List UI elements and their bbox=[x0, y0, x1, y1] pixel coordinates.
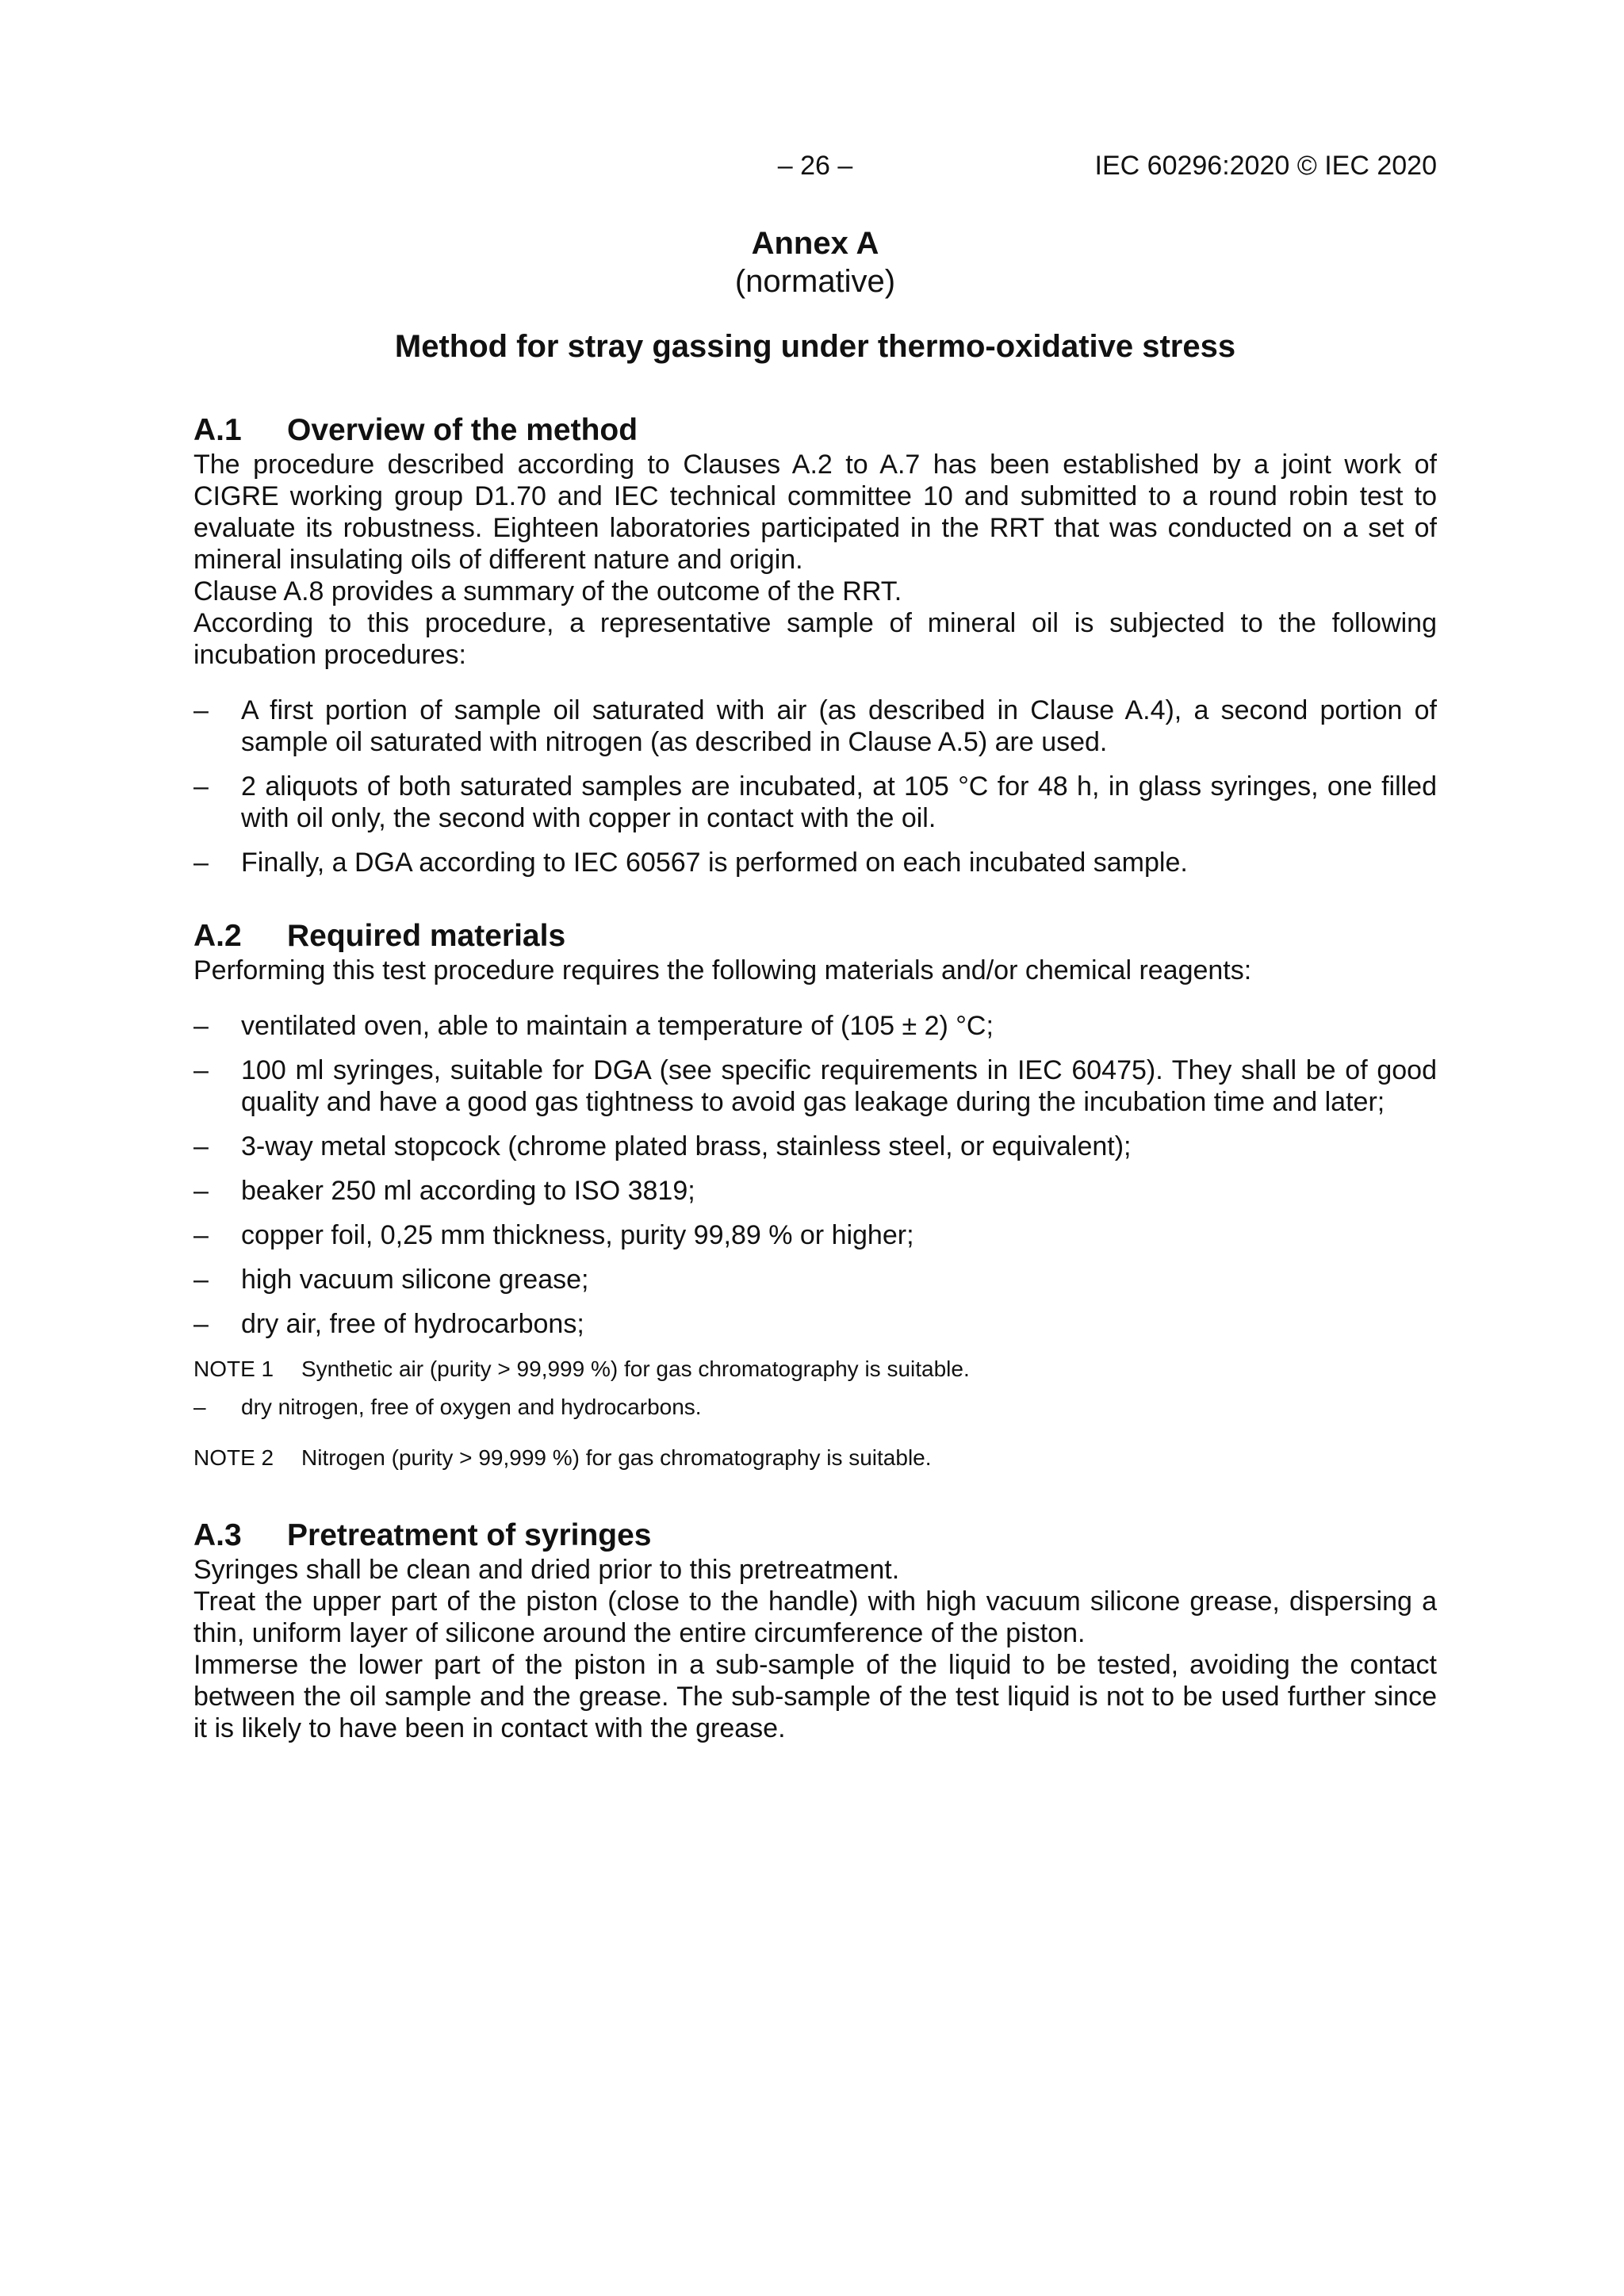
list-item bbox=[193, 1010, 1437, 1042]
list-item-text: 3-way metal stopcock (chrome plated brass, stainless steel, or equivalent); bbox=[241, 1131, 1132, 1161]
dash-list bbox=[193, 1010, 1437, 1340]
list-item bbox=[193, 847, 1437, 878]
dash-marker: – bbox=[193, 1176, 209, 1206]
dash-marker: – bbox=[193, 1011, 209, 1041]
note-label: NOTE 2 bbox=[193, 1445, 274, 1470]
section-number: A.3 bbox=[193, 1518, 242, 1552]
annex-main-title: Method for stray gassing under thermo-oxidative stress bbox=[394, 329, 1236, 364]
dash-marker: – bbox=[193, 1131, 209, 1161]
paragraph: Immerse the lower part of the piston in a sub-sample of the liquid to be tested, avoiding the contact between the oil sample and the grease. The sub-sample of the test liquid is not to be used further since it is likely to have been in contact with the grease. bbox=[193, 1650, 1437, 1743]
paragraph: Clause A.8 provides a summary of the outcome of the RRT. bbox=[193, 576, 902, 607]
section-title: Overview of the method bbox=[287, 413, 638, 447]
section-title: Pretreatment of syringes bbox=[287, 1518, 652, 1552]
dash-marker: – bbox=[193, 695, 209, 725]
dash-marker: – bbox=[193, 848, 209, 878]
paragraph: According to this procedure, a representative sample of mineral oil is subjected to the following incubation procedures: bbox=[193, 608, 1437, 670]
section-title: Required materials bbox=[287, 919, 566, 953]
paragraph: The procedure described according to Clauses A.2 to A.7 has been established by a joint work of CIGRE working group D1.70 and IEC technical committee 10 and submitted to a round robin test to evaluate its robustness. Eighteen laboratories participated in the RRT that was conducted on a set of mineral insulating oils of different nature and origin. bbox=[193, 450, 1437, 575]
list-item-text: high vacuum silicone grease; bbox=[241, 1265, 589, 1295]
list-item bbox=[193, 695, 1437, 758]
note-list-item bbox=[193, 1394, 1437, 1421]
dash-marker: – bbox=[193, 1055, 209, 1085]
dash-marker: – bbox=[193, 1265, 209, 1295]
note-2 bbox=[193, 1445, 1437, 1471]
list-item-text: A first portion of sample oil saturated with air (as described in Clause A.4), a second portion of sample oil saturated with nitrogen (as described in Clause A.5) are used. bbox=[241, 695, 1437, 757]
list-item-text: dry air, free of hydrocarbons; bbox=[241, 1309, 584, 1339]
annex-title: Annex A bbox=[751, 226, 879, 261]
paragraph: Treat the upper part of the piston (close to the handle) with high vacuum silicone grease, dispersing a thin, uniform layer of silicone around the entire circumference of the piston. bbox=[193, 1586, 1437, 1648]
dash-marker: – bbox=[193, 1220, 209, 1250]
note-text: Nitrogen (purity > 99,999 %) for gas chromatography is suitable. bbox=[301, 1445, 932, 1470]
paragraph: Syringes shall be clean and dried prior to this pretreatment. bbox=[193, 1555, 900, 1585]
list-item-text: copper foil, 0,25 mm thickness, purity 99,89 % or higher; bbox=[241, 1220, 914, 1250]
page-number: – 26 – bbox=[777, 151, 853, 181]
dash-marker: – bbox=[193, 1309, 209, 1339]
list-item-text: 100 ml syringes, suitable for DGA (see specific requirements in IEC 60475). They shall be of good quality and have a good gas tightness to avoid gas leakage during the incubation time and later; bbox=[241, 1055, 1437, 1117]
list-item-text: beaker 250 ml according to ISO 3819; bbox=[241, 1176, 695, 1206]
dash-list bbox=[193, 695, 1437, 878]
section-heading-a3 bbox=[193, 1517, 1437, 1554]
list-item-text: ventilated oven, able to maintain a temperature of (105 ± 2) °C; bbox=[241, 1011, 994, 1041]
note-list-item-text: dry nitrogen, free of oxygen and hydrocarbons. bbox=[241, 1395, 702, 1419]
section-number: A.2 bbox=[193, 919, 242, 953]
note-text: Synthetic air (purity > 99,999 %) for gas chromatography is suitable. bbox=[301, 1357, 970, 1381]
list-item bbox=[193, 1308, 1437, 1340]
list-item bbox=[193, 1175, 1437, 1207]
note-label: NOTE 1 bbox=[193, 1357, 274, 1381]
section-number: A.1 bbox=[193, 413, 242, 447]
section-heading-a1 bbox=[193, 412, 1437, 449]
list-item bbox=[193, 1219, 1437, 1251]
list-item bbox=[193, 771, 1437, 834]
page-header bbox=[193, 151, 1437, 190]
list-item-text: Finally, a DGA according to IEC 60567 is performed on each incubated sample. bbox=[241, 848, 1188, 878]
paragraph: Performing this test procedure requires the following materials and/or chemical reagents: bbox=[193, 955, 1252, 985]
list-item-text: 2 aliquots of both saturated samples are incubated, at 105 °C for 48 h, in glass syringes, one filled with oil only, the second with copper in contact with the oil. bbox=[241, 771, 1437, 833]
annex-subtitle: (normative) bbox=[734, 264, 896, 299]
list-item bbox=[193, 1131, 1437, 1162]
dash-marker: – bbox=[193, 1395, 206, 1419]
dash-marker: – bbox=[193, 771, 209, 802]
list-item bbox=[193, 1054, 1437, 1118]
section-heading-a2 bbox=[193, 918, 1437, 955]
document-reference: IEC 60296:2020 © IEC 2020 bbox=[1094, 151, 1437, 181]
list-item bbox=[193, 1264, 1437, 1295]
page-content bbox=[193, 151, 1437, 1744]
note-1 bbox=[193, 1356, 1437, 1383]
